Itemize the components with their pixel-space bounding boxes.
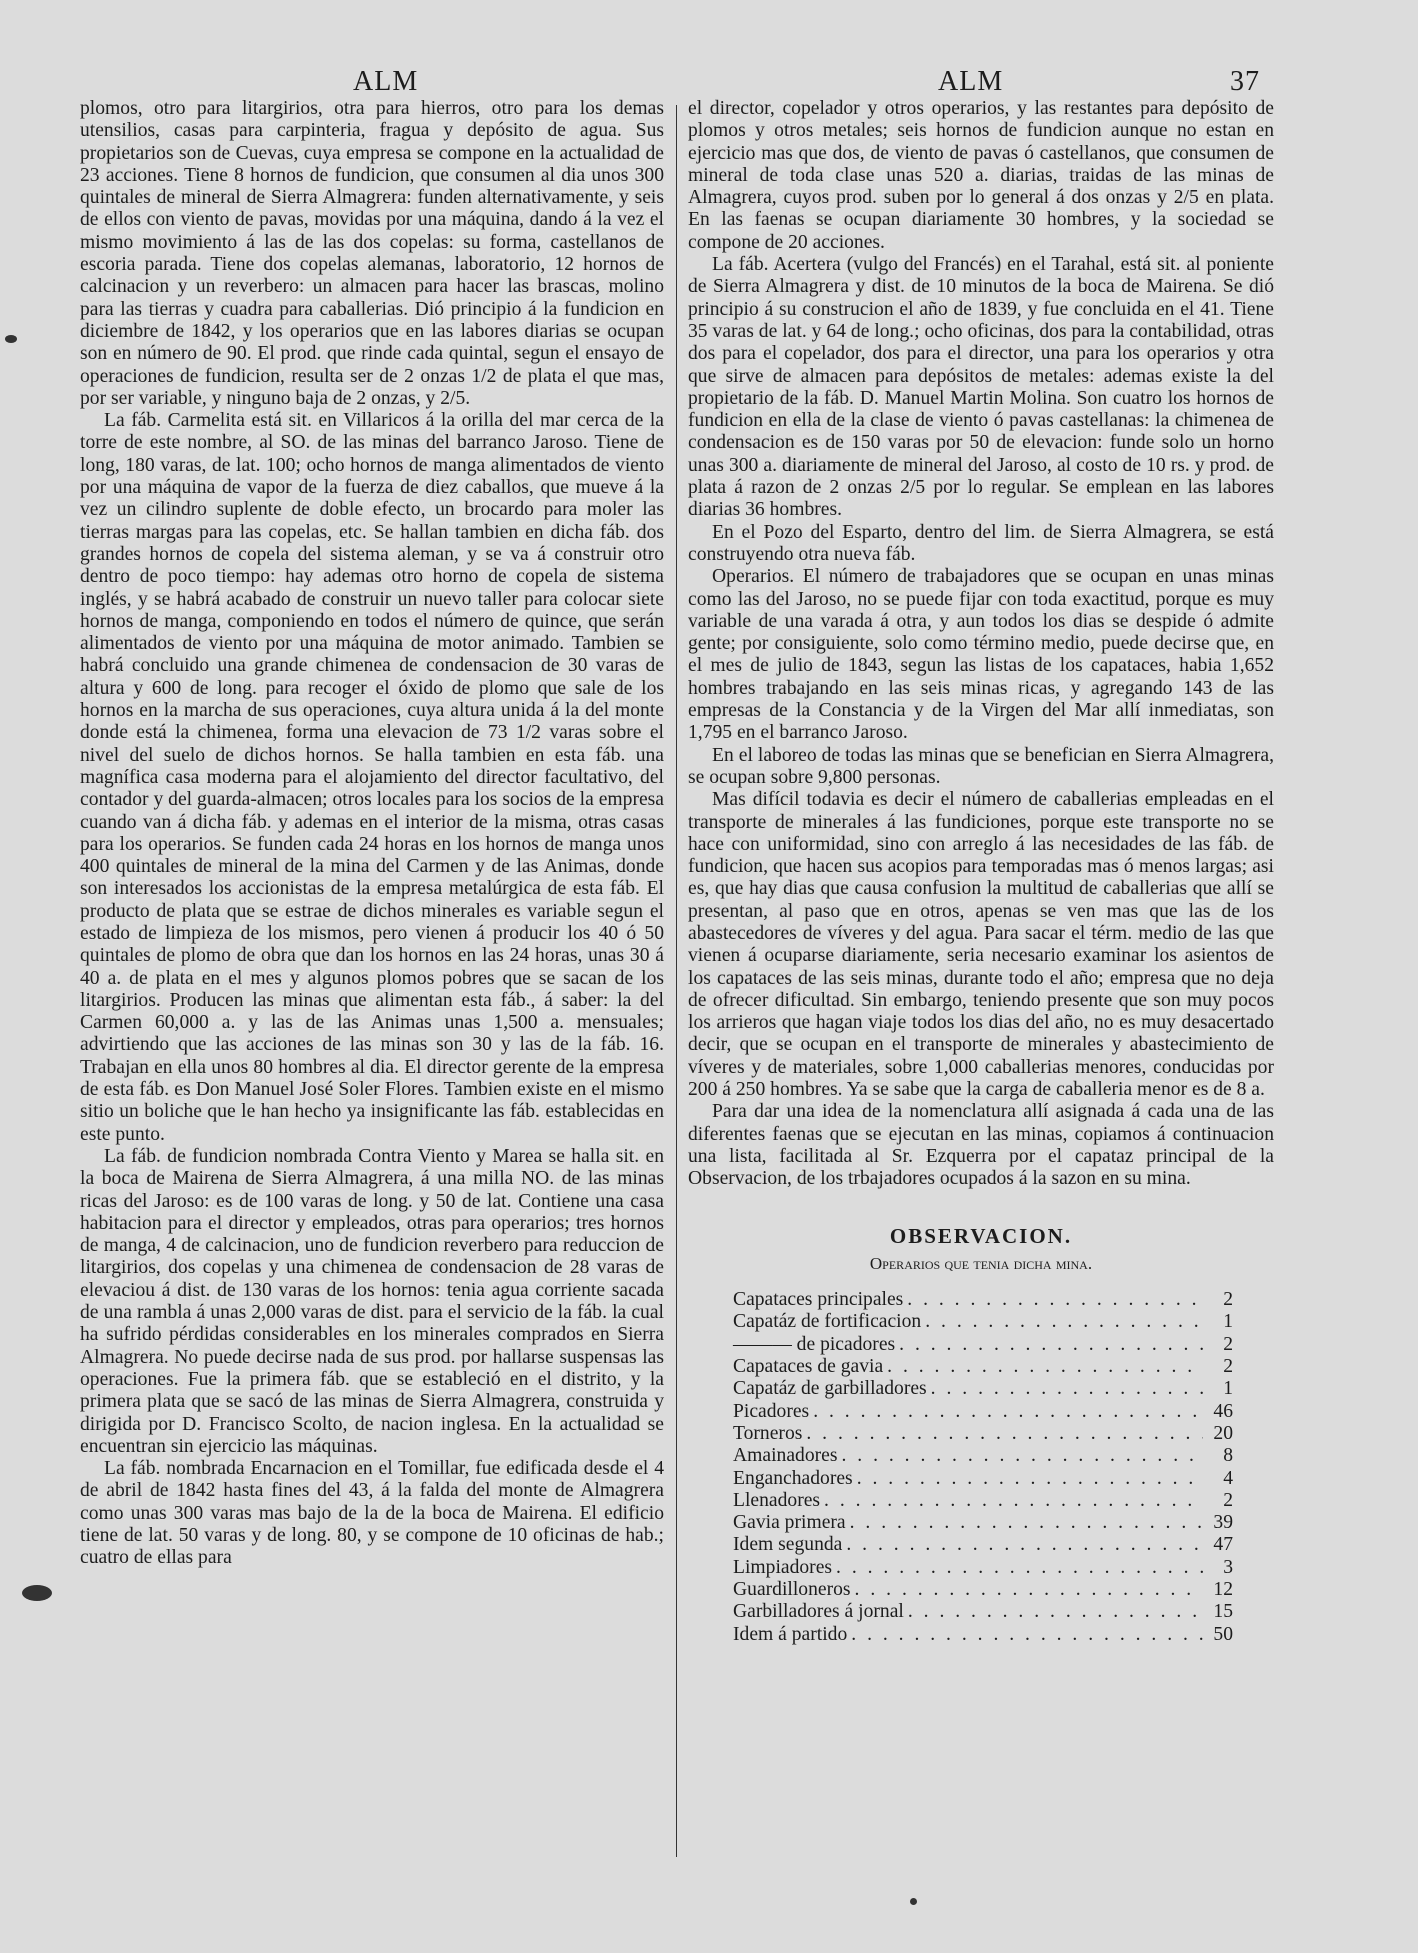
worker-count: 15 bbox=[1213, 1601, 1233, 1623]
list-item bbox=[733, 1490, 1233, 1512]
leader-dots bbox=[813, 1401, 1203, 1423]
ink-blot bbox=[22, 1585, 52, 1601]
workers-list bbox=[733, 1289, 1233, 1646]
paragraph: Operarios. El número de trabajadores que se ocupan en unas minas como las del Jaroso, no se puede fijar con toda exactitud, porque es muy variable de una varada á otra, y aun todos los dias se despide ó admite gente; por consiguiente, solo como término medio, puede decirse que, en el mes de julio de 1843, segun las listas de los capataces, habia 1,652 hombres trabajando en las seis minas ricas, y agregando 143 de las empresas de la Constancia y de la Virgen del Mar allí inmediatas, son 1,795 en el barranco Jaroso. bbox=[688, 566, 1274, 744]
worker-count: 47 bbox=[1213, 1534, 1233, 1556]
list-item bbox=[733, 1468, 1233, 1490]
worker-role: Amainadores bbox=[733, 1445, 838, 1467]
worker-role: Capatáz de fortificacion bbox=[733, 1311, 922, 1333]
worker-role: Gavia primera bbox=[733, 1512, 846, 1534]
paragraph: La fáb. de fundicion nombrada Contra Viento y Marea se halla sit. en la boca de Mairena de Sierra Almagrera, á una milla NO. de las minas ricas del Jaroso: es de 100 varas de long. y 50 de lat. Contiene una casa habitacion para el director y empleados, otras para operarios; tres hornos de manga, 4 de calcinacion, uno de fundicion reverbero para reduccion de litargirios, dos copelas y una chimenea de condensacion de 28 varas de elevaciou á dist. de 130 varas de los hornos: tenia agua corriente sacada de una rambla á unas 2,000 varas de dist. para el servicio de la fáb. la cual ha sufrido pérdidas considerables en los minerales comprados en Sierra Almagrera. No puede decirse nada de sus prod. por hallarse suspensas las operaciones. Fue la primera fáb. que se estableció en el distrito, y la primera plata que se sacó de las minas de Sierra Almagrera, construida y dirigida por D. Francisco Scolto, de nacion inglesa. En la actualidad se encuentran sin ejercicio las máquinas. bbox=[80, 1145, 664, 1457]
leader-dots bbox=[899, 1334, 1203, 1356]
worker-count: 2 bbox=[1223, 1289, 1233, 1311]
leader-dots bbox=[846, 1534, 1203, 1556]
list-item bbox=[733, 1334, 1233, 1356]
leader-dots bbox=[855, 1579, 1203, 1601]
list-item bbox=[733, 1445, 1233, 1467]
worker-role: Idem segunda bbox=[733, 1534, 843, 1556]
worker-count: 12 bbox=[1213, 1579, 1233, 1600]
list-item bbox=[733, 1624, 1233, 1646]
list-item bbox=[733, 1423, 1233, 1445]
worker-role: Capatáz de garbilladores bbox=[733, 1378, 927, 1400]
leader-dots bbox=[857, 1468, 1203, 1490]
list-item bbox=[733, 1512, 1233, 1534]
paragraph: La fáb. nombrada Encarnacion en el Tomillar, fue edificada desde el 4 de abril de 1842 hasta fines del 43, á la falda del monte de Almagrera como unas 300 varas mas bajo de la de la boca de Mairena. El edificio tiene de lat. 50 varas y de long. 80, y se compone de 10 oficinas de hab.; cuatro de ellas para bbox=[80, 1458, 664, 1569]
leader-dots bbox=[908, 1601, 1203, 1623]
leader-dots bbox=[836, 1557, 1203, 1579]
worker-count: 3 bbox=[1223, 1556, 1233, 1578]
paragraph: En el laboreo de todas las minas que se benefician en Sierra Almagrera, se ocupan sobre 9,800 personas. bbox=[688, 744, 1274, 788]
worker-count: 39 bbox=[1213, 1512, 1233, 1534]
worker-role: Llenadores bbox=[733, 1489, 821, 1511]
worker-count: 2 bbox=[1223, 1356, 1233, 1378]
list-item bbox=[733, 1579, 1233, 1601]
worker-role: Limpiadores bbox=[733, 1556, 833, 1578]
worker-role: Enganchadores bbox=[733, 1467, 853, 1489]
worker-count: 50 bbox=[1213, 1623, 1233, 1645]
worker-count: 1 bbox=[1223, 1311, 1233, 1333]
list-item bbox=[733, 1557, 1233, 1579]
worker-count: 4 bbox=[1223, 1467, 1233, 1489]
right-column bbox=[688, 98, 1274, 1646]
list-item bbox=[733, 1311, 1233, 1333]
worker-role: Idem á partido bbox=[733, 1623, 848, 1645]
leader-dots bbox=[806, 1423, 1203, 1445]
leader-dots bbox=[925, 1311, 1203, 1333]
paragraph: plomos, otro para litargirios, otra para hierros, otro para los demas utensilios, casas para carpinteria, fragua y depósito de agua. Sus propietarios son de Cuevas, cuya empresa se compone en la actualidad de 23 acciones. Tiene 8 hornos de fundicion, que consumen al dia unos 300 quintales de mineral de Sierra Almagrera: funden alternativamente, y seis de ellos con viento de pavas, movidas por una máquina, dando á la vez el mismo movimiento á las de las dos copelas: su forma, castellanos de escoria parada. Tiene dos copelas alemanas, laboratorio, 12 hornos de calcinacion y un reverbero: un almacen para hacer las brascas, molino para las tierras y cuadra para caballerias. Dió principio á la fundicion en diciembre de 1842, y los operarios que en las labores diarias se ocupan son en número de 90. El prod. que rinde cada quintal, segun el ensayo de operaciones de fundicion, resulta ser de 2 onzas 1/2 de plata el que mas, por ser variable, y ninguno baja de 2 onzas, y 2/5. bbox=[80, 98, 664, 409]
list-item bbox=[733, 1534, 1233, 1556]
worker-count: 46 bbox=[1213, 1400, 1233, 1422]
paragraph: En el Pozo del Esparto, dentro del lim. de Sierra Almagrera, se está construyendo otra nueva fáb. bbox=[688, 521, 1274, 565]
leader-dots bbox=[841, 1445, 1203, 1467]
worker-role: ——— de picadores bbox=[733, 1333, 896, 1355]
worker-role: Capataces principales bbox=[733, 1289, 904, 1311]
leader-dots bbox=[850, 1512, 1203, 1534]
worker-role: Guardilloneros bbox=[733, 1579, 851, 1600]
paragraph: Para dar una idea de la nomenclatura allí asignada á cada una de las diferentes faenas que se ejecutan en las minas, copiamos á continuacion una lista, facilitada al Sr. Ezquerra por el capataz principal de la Observacion, de los trbajadores ocupados á la sazon en su mina. bbox=[688, 1101, 1274, 1190]
worker-role: Picadores bbox=[733, 1400, 810, 1422]
paragraph: La fáb. Carmelita está sit. en Villaricos á la orilla del mar cerca de la torre de este nombre, al SO. de las minas del barranco Jaroso. Tiene de long, 180 varas, de lat. 100; ocho hornos de manga alimentados de viento por una máquina de vapor de la fuerza de diez caballos, que mueve á la vez un cilindro suplente de doble efecto, un brocardo para moler las tierras margas para las copelas, etc. Se hallan tambien en dicha fáb. dos grandes hornos de copela del sistema aleman, y se va á construir otro dentro de poco tiempo: hay ademas otro horno de copela de sistema inglés, y se habrá acabado de construir un nuevo taller para colocar siete hornos de manga, componiendo en todos el número de quince, que serán alimentados de viento por una máquina de motor animado. Tambien se habrá concluido una grande chimenea de condensacion de 30 varas de altura y 600 de long. para recoger el óxido de plomo que sale de los hornos en la marcha de sus operaciones, cuya altura unida á la del monte donde está la chimenea, forma una elevacion de 73 1/2 varas sobre el nivel del suelo de dichos hornos. Se halla tambien en esta fáb. una magnífica casa moderna para el alojamiento del director facultativo, del contador y del guarda-almacen; otros locales para los socios de la empresa cuando van á dicha fáb. y ademas en el interior de la misma, otras casas para los operarios. Se funden cada 24 horas en los hornos de manga unos 400 quintales de mineral de la mina del Carmen y de las Animas, donde son interesados los accionistas de la empresa metalúrgica de esta fáb. El producto de plata que se estrae de dichos minerales es variable segun el estado de limpieza de los mismos, pero vienen á producir los 40 ó 50 quintales de plomo de obra que dan los hornos en las 24 horas, unas 30 á 40 a. de plata en el mes y algunos plomos pobres que se sacan de los litargirios. Producen las minas que alimentan esta fáb., á saber: la del Carmen 60,000 a. y las de las Animas unas 1,500 a. mensuales; advirtiendo que las acciones de las minas son 30 y las de la fáb. 16. Trabajan en ella unos 80 hombres al dia. El director gerente de la empresa de esta fáb. es Don Manuel José Soler Flores. Tambien existe en el mismo sitio un boliche que le han hecho ya insignificante las fáb. establecidas en este punto. bbox=[80, 410, 664, 1145]
leader-dots bbox=[931, 1378, 1203, 1400]
list-item bbox=[733, 1401, 1233, 1423]
leader-dots bbox=[851, 1624, 1203, 1646]
paragraph: La fáb. Acertera (vulgo del Francés) en el Tarahal, está sit. al poniente de Sierra Almagrera y dist. de 10 minutos de la boca de Mairena. Se dió principio á su construcion el año de 1839, y fue concluida en el 41. Tiene 35 varas de lat. y 64 de long.; ocho oficinas, dos para la contabilidad, otras dos para el copelador, dos para el director, una para los operarios y otra que sirve de almacen para depósitos de metales: ademas existe la del propietario de la fáb. D. Manuel Martin Molina. Son cuatro los hornos de fundicion en ella de la clase de viento ó pavas castellanas: la chimenea de condensacion es de 150 varas por 50 de elevacion: funde solo un horno unas 300 a. diariamente de mineral del Jaroso, al costo de 10 rs. y prod. de plata á razon de 2 onzas 2/5 por lo regular. Se emplean en las labores diarias 36 hombres. bbox=[688, 254, 1274, 521]
list-item bbox=[733, 1289, 1233, 1311]
worker-role: Capataces de gavia bbox=[733, 1356, 884, 1378]
worker-role: Garbilladores á jornal bbox=[733, 1601, 904, 1623]
ink-blot bbox=[5, 335, 17, 343]
worker-count: 2 bbox=[1223, 1333, 1233, 1355]
list-item bbox=[733, 1356, 1233, 1378]
worker-count: 1 bbox=[1223, 1378, 1233, 1400]
paragraph: Mas difícil todavia es decir el número de caballerias empleadas en el transporte de minerales á las fundiciones, porque este transporte no se hace con uniformidad, sino con arreglo á las necesidades de las fáb. de fundicion, que hacen sus acopios para temporadas mas ó menos largas; asi es, que hay dias que causa confusion la multitud de caballerias que allí se presentan, al paso que en otros, apenas se ven mas que las de los abastecedores de víveres y del agua. Para sacar el térm. medio de las que vienen á ocuparse diariamente, seria necesario examinar los asientos de los capataces de las seis minas, durante todo el año; empresa que no deja de ofrecer dificultad. Sin embargo, teniendo presente que son muy pocos los arrieros que hagan viaje todos los dias del año, no es muy desacertado decir, que se ocupan en el transporte de minerales y abastecimiento de víveres y de materiales, sobre 1,000 caballerias menores, conducidas por 200 á 250 hombres. Ya se sabe que la carga de caballeria menor es de 8 a. bbox=[688, 789, 1274, 1101]
header-left: ALM bbox=[353, 66, 419, 97]
list-item bbox=[733, 1378, 1233, 1400]
worker-count: 8 bbox=[1223, 1445, 1233, 1467]
page-number: 37 bbox=[1230, 66, 1260, 97]
leader-dots bbox=[887, 1356, 1203, 1378]
worker-role: Torneros bbox=[733, 1422, 803, 1444]
ink-spot bbox=[910, 1898, 917, 1905]
left-column bbox=[80, 98, 664, 1570]
leader-dots bbox=[824, 1490, 1203, 1512]
header-right: ALM bbox=[938, 66, 1004, 97]
paragraph: el director, copelador y otros operarios, y las restantes para depósito de plomos y otros metales; seis hornos de fundicion aunque no estan en ejercicio mas que dos, de viento de pavas ó castellanos, que consumen de mineral de toda clase unas 520 a. diarias, traidas de las minas de Almagrera, cuyos prod. suben por lo general á dos onzas y 2/5 en plata. En las faenas se ocupan diariamente 30 hombres, y la sociedad se compone de 20 acciones. bbox=[688, 98, 1274, 253]
column-divider bbox=[676, 105, 677, 1857]
leader-dots bbox=[907, 1289, 1203, 1311]
list-item bbox=[733, 1601, 1233, 1623]
observacion-subtitle: Operarios que tenia dicha mina. bbox=[869, 1253, 1093, 1273]
worker-count: 20 bbox=[1213, 1422, 1233, 1444]
worker-count: 2 bbox=[1223, 1489, 1233, 1511]
observacion-title: OBSERVACION. bbox=[889, 1223, 1073, 1248]
